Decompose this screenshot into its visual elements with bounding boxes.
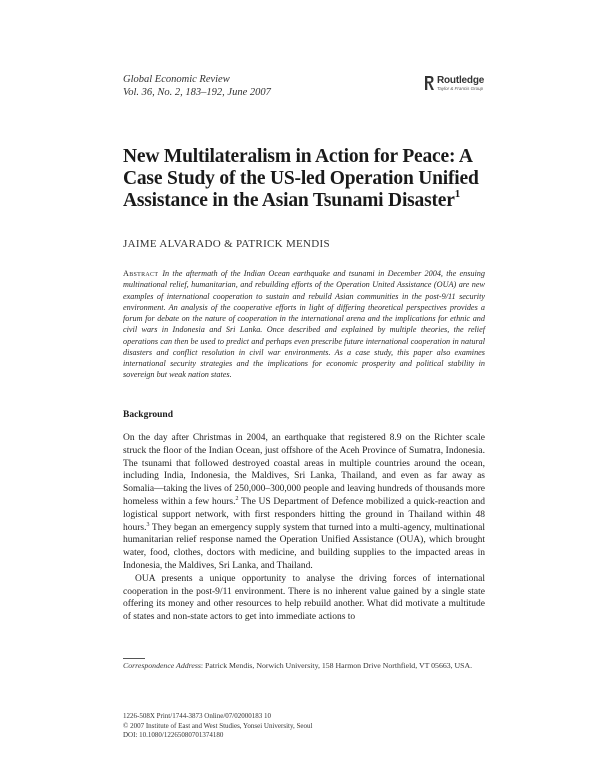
- article-authors: JAIME ALVARADO & PATRICK MENDIS: [123, 238, 330, 250]
- abstract-label: Abstract: [123, 269, 159, 278]
- body-text: [123, 432, 485, 624]
- correspondence-address: [123, 660, 485, 671]
- publisher-tagline: Taylor & Francis Group: [437, 86, 484, 91]
- journal-citation: Vol. 36, No. 2, 183–192, June 2007: [123, 87, 271, 98]
- footnote-divider: [123, 658, 145, 659]
- copyright-line: © 2007 Institute of East and West Studies, Yonsei University, Seoul: [123, 721, 313, 730]
- abstract: [123, 268, 485, 381]
- correspondence-label: Correspondence Address: [123, 661, 201, 670]
- article-title-text: New Multilateralism in Action for Peace: A Case Study of the US-led Operation Unified Assistance in the Asian Tsunami Disaster: [123, 146, 479, 211]
- paragraph-2: OUA presents a unique opportunity to analyse the driving forces of international cooperation in the post-9/11 environment. There is no inherent value gained by a single state offering its money and other resources to help rebuild another. What did motivate a multitude of states and non-state actors to get into immediate actions to: [123, 573, 485, 623]
- section-heading: Background: [123, 410, 173, 420]
- routledge-logo-icon: [424, 75, 435, 91]
- publisher-name: Routledge: [437, 75, 485, 86]
- abstract-text: In the aftermath of the Indian Ocean earthquake and tsunami in December 2004, the ensuing multinational relief, humanitarian, and rebuilding efforts of the Operation United Assistance (OUA) are new examples of international cooperation to sustain and rebuild Asian communities in the post-9/11 security environment. An analysis of the cooperative efforts in light of differing theoretical perspectives provides a forum for debate on the nature of cooperation in the international arena and the implications for ethnic and civil wars in Indonesia and Sri Lanka. Once described and explained by multiple theories, the relief operations can then be used to predict and perhaps even prescribe future international cooperation in natural disasters and conflict resolution in civil war environments. As a case study, this paper also examines international security strategies and the implications for economic prosperity and political stability in sovereign but weak nation states.: [123, 269, 485, 380]
- issn-line: 1226-508X Print/1744-3873 Online/07/02000183 10: [123, 712, 271, 720]
- paragraph-1: On the day after Christmas in 2004, an earthquake that registered 8.9 on the Richter scale struck the floor of the Indian Ocean, just offshore of the Aceh Province of Sumatra, Indonesia. The tsunami that followed destroyed coastal areas in multiple countries around the ocean, including India, Indonesia, the Maldives, Sri Lanka, Thailand, and even as far away as Somalia—taking the lives of 250,000–300,000 people and leaving hundreds of thousands more homeless within a few hours.$^2$ The US Department of Defence mobilized a quick-reaction and logistical support network, with first responders hitting the ground in Thailand within 48 hours.$^3$ They began an emergency supply system that turned into a multi-agency, multinational humanitarian relief response named the Operation Unified Assistance (OUA), which brought water, food, clothes, doctors with medicine, and building supplies to the impacted areas in Indonesia, the Maldives, Sri Lanka, and Thailand.: [123, 433, 485, 571]
- journal-name: Global Economic Review: [123, 74, 230, 85]
- publication-metadata: [123, 712, 485, 741]
- footnote-marker: 2: [235, 495, 239, 502]
- doi-line: DOI: 10.1080/12265080701374180: [123, 731, 224, 739]
- article-title: [123, 146, 483, 212]
- title-footnote-marker: 1: [454, 187, 461, 200]
- footnote-marker: 3: [146, 521, 150, 528]
- correspondence-text: : Patrick Mendis, Norwich University, 158 Harmon Drive Northfield, VT 05663, USA.: [200, 661, 473, 670]
- journal-header: [123, 73, 271, 99]
- publisher-logo: [424, 75, 484, 95]
